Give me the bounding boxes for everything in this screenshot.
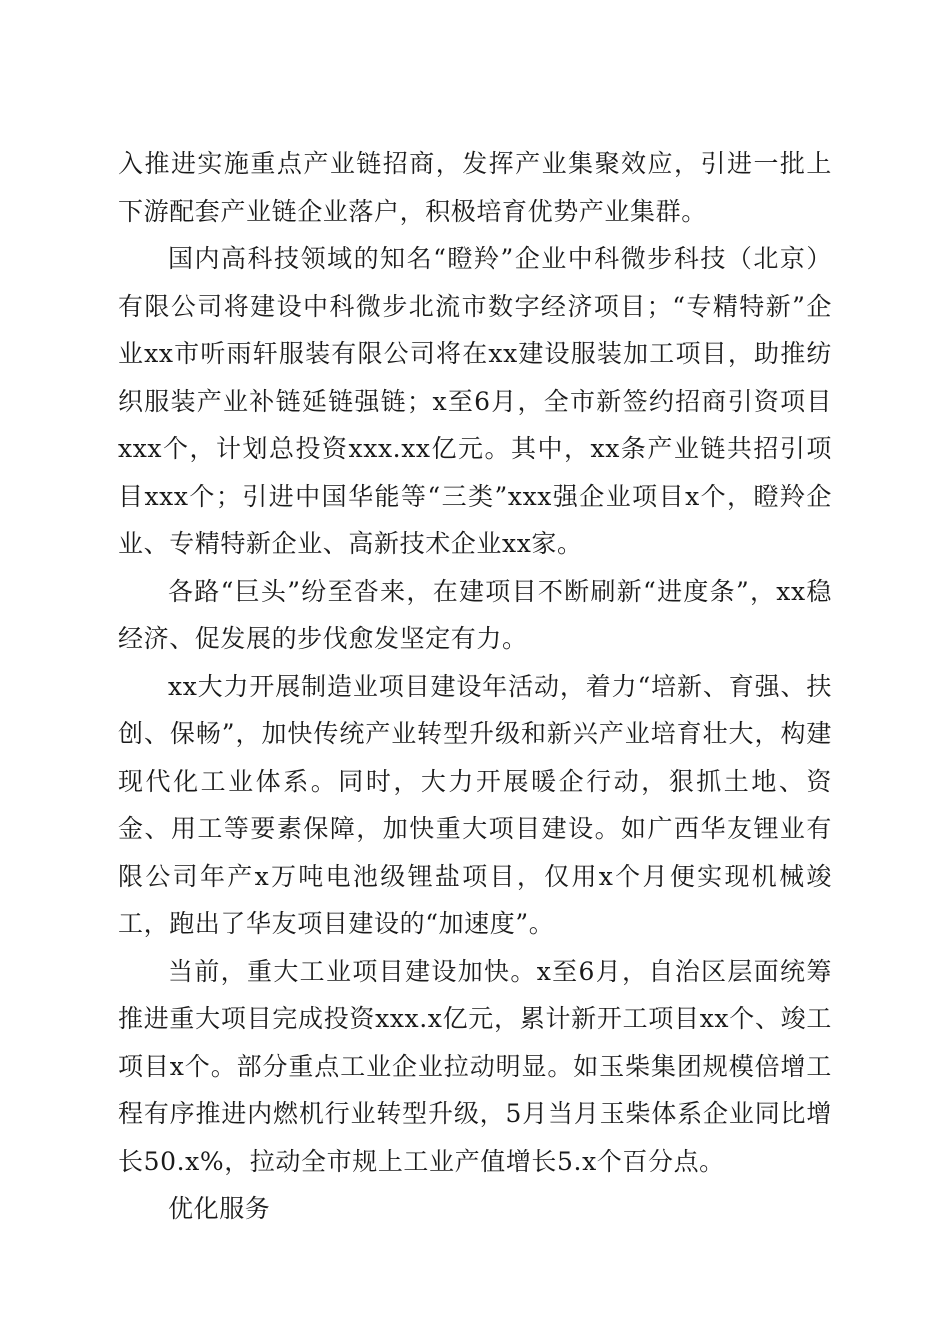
paragraph-3: 各路“巨头”纷至沓来，在建项目不断刷新“进度条”，xx稳经济、促发展的步伐愈发坚定有力。 <box>118 576 832 653</box>
paragraph-5: 当前，重大工业项目建设加快。x至6月，自治区层面统筹推进重大项目完成投资xxx.x亿元，累计新开工项目xx个、竣工项目x个。部分重点工业企业拉动明显。如玉柴集团规模倍增工程有序推进内燃机行业转型升级，5月当月玉柴体系企业同比增长50.x%，拉动全市规上工业产值增长5.x个百分点。 <box>118 956 832 1176</box>
paragraph-4: xx大力开展制造业项目建设年活动，着力“培新、育强、扶创、保畅”，加快传统产业转型升级和新兴产业培育壮大，构建现代化工业体系。同时，大力开展暖企行动，狠抓土地、资金、用工等要素保障，加快重大项目建设。如广西华友锂业有限公司年产x万吨电池级锂盐项目，仅用x个月便实现机械竣工，跑出了华友项目建设的“加速度”。 <box>118 671 832 938</box>
section-heading: 优化服务 <box>168 1194 271 1223</box>
paragraph-1: 入推进实施重点产业链招商，发挥产业集聚效应，引进一批上下游配套产业链企业落户，积极培育优势产业集群。 <box>118 149 832 226</box>
document-body <box>118 140 832 1233</box>
paragraph-2: 国内高科技领域的知名“瞪羚”企业中科微步科技（北京）有限公司将建设中科微步北流市数字经济项目；“专精特新”企业xx市听雨轩服装有限公司将在xx建设服装加工项目，助推纺织服装产业补链延链强链；x至6月，全市新签约招商引资项目xxx个，计划总投资xxx.xx亿元。其中，xx条产业链共招引项目xxx个；引进中国华能等“三类”xxx强企业项目x个，瞪羚企业、专精特新企业、高新技术企业xx家。 <box>118 244 832 558</box>
